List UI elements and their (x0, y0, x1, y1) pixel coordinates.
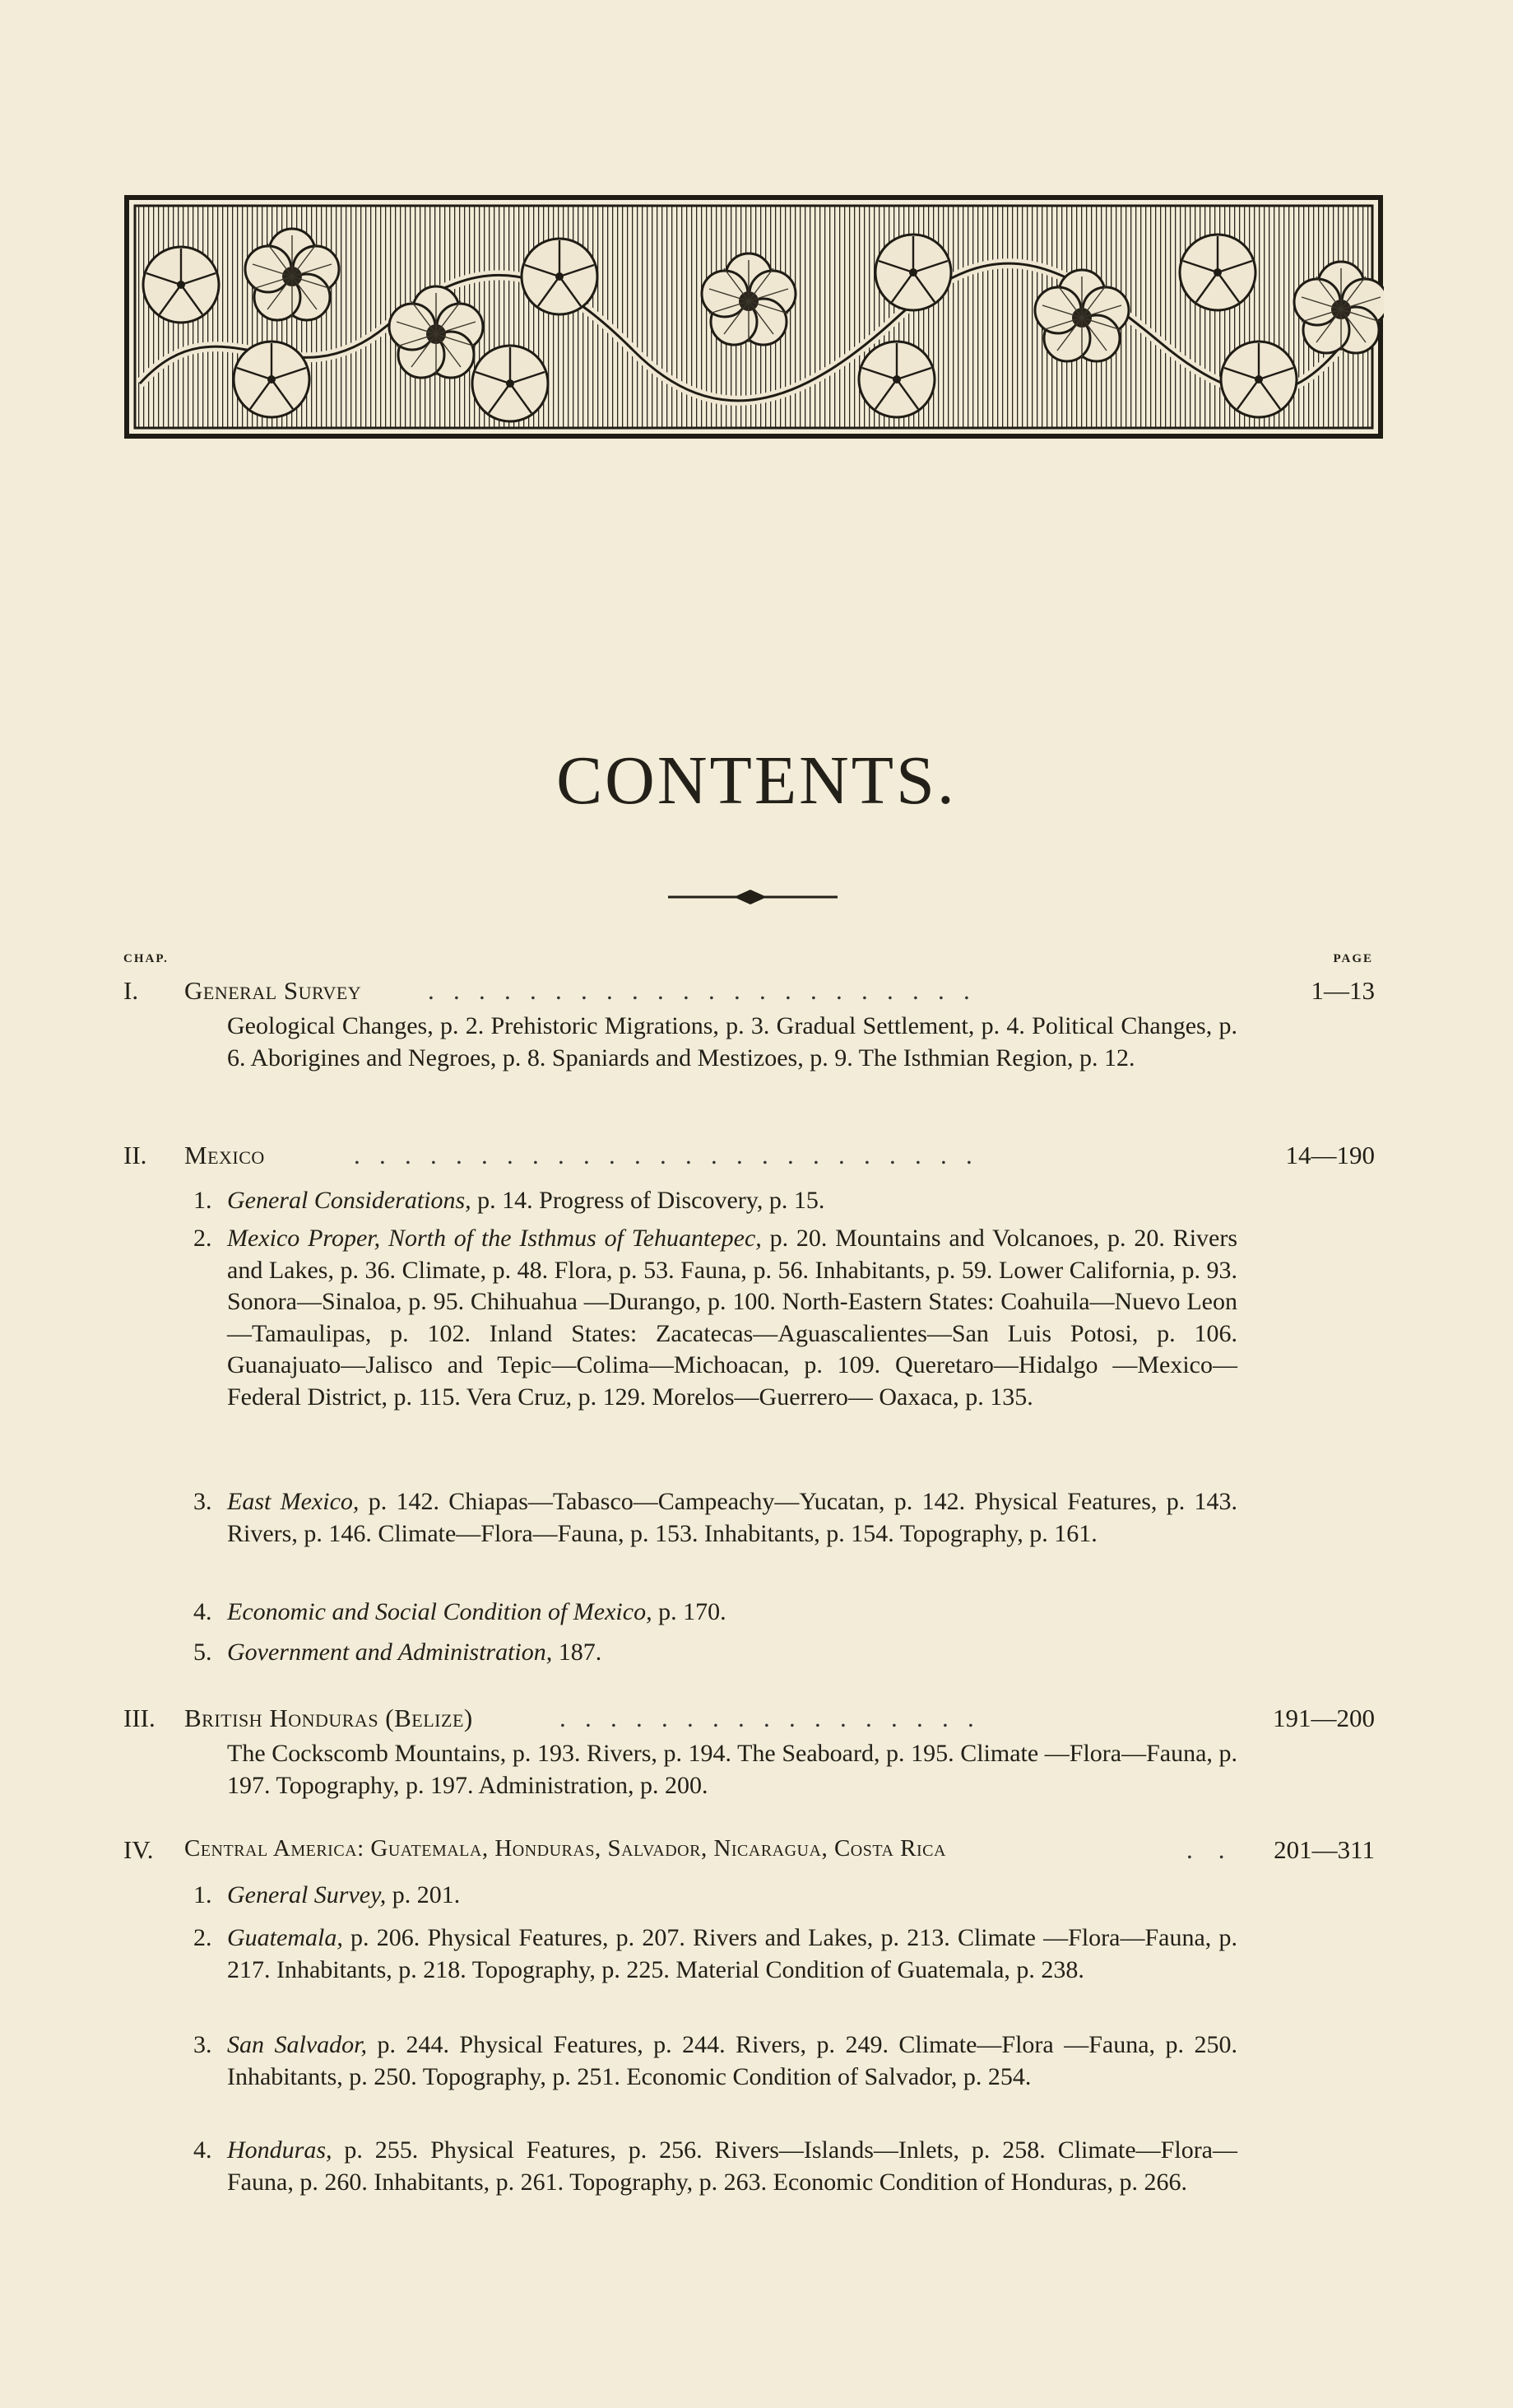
section-number: 3. (193, 1488, 212, 1515)
section-number: 1. (193, 1881, 212, 1908)
chapter-heading (0, 1141, 1513, 1178)
section-body: 187. (552, 1639, 602, 1666)
section-number: 2. (193, 1924, 212, 1951)
section-body: p. 255. Physical Features, p. 256. Rivers—Islands—Inlets, p. 258. Climate—Flora—Fauna, p. 260. Inhabitants, p. 261. Topography, p. 263. Economic Condition of Honduras, p. 266. (227, 2136, 1237, 2196)
section-heading: San Salvador, (227, 2031, 367, 2058)
leader-dots: . . . . . . . . . . . . . . . . . . . . . . (428, 976, 970, 1005)
leader-dots: . . . . . . . . . . . . . . . . . (559, 1704, 974, 1732)
section-heading: Honduras, (227, 2136, 332, 2164)
section-text (227, 1922, 1237, 1986)
chapter-iv (0, 1835, 1513, 2196)
section-number: 2. (193, 1225, 212, 1252)
section-heading: East Mexico, (227, 1488, 360, 1515)
section-heading: General Considerations, (227, 1187, 471, 1214)
section-text (227, 2029, 1237, 2093)
chapter-pages: 201—311 (1274, 1835, 1375, 1864)
chapter-pages: 191—200 (1273, 1704, 1375, 1732)
section-body: p. 244. Physical Features, p. 244. Rivers, p. 249. Climate—Flora —Fauna, p. 250. Inhabitants, p. 250. Topography, p. 251. Economic Condition of Salvador, p. 254. (227, 2031, 1237, 2090)
section-text (227, 1486, 1237, 1550)
section-number: 4. (193, 1598, 212, 1625)
leader-dots: . . . . . . . . . . . . . . . . . . . . . . . . . (354, 1141, 972, 1169)
section-body: p. 20. Mountains and Volcanoes, p. 20. Rivers and Lakes, p. 36. Climate, p. 48. Flora, p. 53. Fauna, p. 56. Inhabitants, p. 59. Lower California, p. 93. Sonora—Sinaloa, p. 95. Chihuahua —Durango, p. 100. North-Eastern States: Coahuila—Nuevo Leon—Tamaulipas, p. 102. Inland States: Zacatecas—Aguascalientes—San Luis Potosi, p. 106. Guanajuato—Jalisco and Tepic—Colima—Michoacan, p. 109. Queretaro—Hidalgo —Mexico—Federal District, p. 115. Vera Cruz, p. 129. Morelos—Guerrero— Oaxaca, p. 135. (227, 1225, 1238, 1411)
section-heading: Government and Administration, (227, 1639, 553, 1666)
leader-dots: . . (1186, 1835, 1225, 1864)
chapter-summary: Geological Changes, p. 2. Prehistoric Migrations, p. 3. Gradual Settlement, p. 4. Political Changes, p. 6. Aborigines and Negroes, p. 8. Spaniards and Mestizoes, p. 9. The Isthmian Region, p. 12. (227, 1012, 1237, 1072)
chapter-pages: 1—13 (1311, 976, 1375, 1005)
chap-column-header: CHAP. (123, 952, 169, 965)
chapter-pages: 14—190 (1285, 1141, 1375, 1169)
section-heading: General Survey, (227, 1881, 387, 1908)
chapter-ii (0, 1141, 1513, 1666)
section-body: p. 170. (652, 1598, 726, 1625)
section-body: p. 142. Chiapas—Tabasco—Campeachy—Yucatan, p. 142. Physical Features, p. 143. Rivers, p. 146. Climate—Flora—Fauna, p. 153. Inhabitants, p. 154. Topography, p. 161. (227, 1488, 1238, 1547)
section-text (227, 2135, 1237, 2198)
section-heading: Guatemala, (227, 1924, 343, 1951)
floral-banner-ornament (123, 194, 1384, 439)
chapter-heading (0, 1704, 1513, 1741)
section-heading: Economic and Social Condition of Mexico, (227, 1598, 652, 1625)
chapter-summary: The Cockscomb Mountains, p. 193. Rivers, p. 194. The Seaboard, p. 195. Climate —Flora—Fauna, p. 197. Topography, p. 197. Administration, p. 200. (227, 1740, 1237, 1799)
section-body: p. 201. (386, 1881, 461, 1908)
chapter-number: IV. (123, 1835, 154, 1864)
section-heading: Mexico Proper, North of the Isthmus of Tehuantepec, (227, 1225, 762, 1252)
chapter-title: General Survey (184, 976, 362, 1005)
chapter-title: British Honduras (Belize) (184, 1704, 473, 1732)
section-text (227, 1637, 1237, 1669)
page-title: CONTENTS. (556, 742, 957, 819)
section-text (227, 1185, 1237, 1217)
chapter-title: Central America: Guatemala, Honduras, Salvador, Nicaragua, Costa Rica (184, 1835, 946, 1862)
chapter-number: II. (123, 1141, 147, 1169)
section-number: 4. (193, 2136, 212, 2164)
page-column-header: PAGE (1333, 952, 1373, 965)
section-number: 3. (193, 2031, 212, 2058)
chapter-iii (0, 1704, 1513, 1799)
title-rule-ornament (668, 887, 838, 907)
chapter-heading (0, 976, 1513, 1014)
chapter-number: III. (123, 1704, 155, 1732)
section-number: 1. (193, 1187, 212, 1214)
chapter-heading (0, 1835, 1513, 1873)
chapter-number: I. (123, 976, 139, 1005)
section-number: 5. (193, 1639, 212, 1666)
section-text (227, 1223, 1237, 1413)
section-text (227, 1597, 1237, 1629)
section-body: p. 206. Physical Features, p. 207. Rivers and Lakes, p. 213. Climate —Flora—Fauna, p. 217. Inhabitants, p. 218. Topography, p. 225. Material Condition of Guatemala, p. 238. (227, 1924, 1237, 1983)
chapter-i (0, 976, 1513, 1072)
chapter-title: Mexico (184, 1141, 265, 1169)
section-body: p. 14. Progress of Discovery, p. 15. (471, 1187, 825, 1214)
section-text (227, 1880, 1237, 1912)
